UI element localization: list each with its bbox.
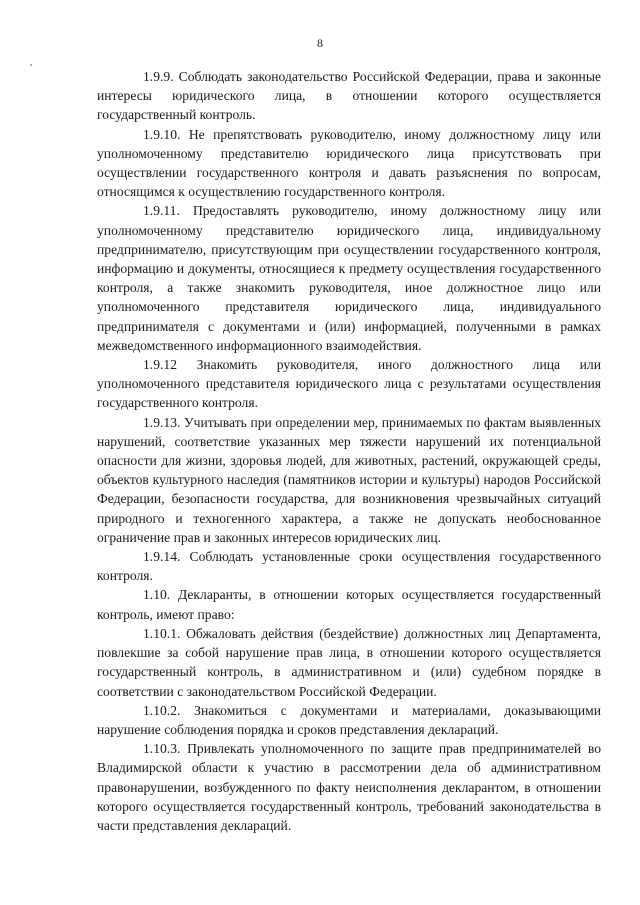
paragraph-1-9-12: 1.9.12 Знакомить руководителя, иного должностного лица или уполномоченного представителя юридического лица с результатами осуществления государственного контроля. bbox=[97, 357, 601, 411]
paragraph-1-10-3: 1.10.3. Привлекать уполномоченного по защите прав предпринимателей во Владимирской области к участию в рассмотрении дела об административном правонарушении, возбужденного по факту неисполнения декларантом, в отношении которого осуществляется государственный контроль, требований законодательства в части представления деклараций. bbox=[97, 741, 601, 833]
paragraph-1-9-10: 1.9.10. Не препятствовать руководителю, иному должностному лицу или уполномоченному представителю юридического лица присутствовать при осуществлении государственного контроля и давать разъяснения по вопросам, относящимся к осуществлению государственного контроля. bbox=[97, 126, 601, 200]
paragraph-1-10-2: 1.10.2. Знакомиться с документами и материалами, доказывающими нарушение соблюдения порядка и сроков представления деклараций. bbox=[97, 702, 601, 737]
paragraph-1-10-1: 1.10.1. Обжаловать действия (бездействие) должностных лиц Департамента, повлекшие за собой нарушение прав лица, в отношении которого осуществляется государственный контроль, в административном и (или) судебном порядке в соответствии с законодательством Российской Федерации. bbox=[97, 625, 601, 699]
paragraph-1-9-13: 1.9.13. Учитывать при определении мер, принимаемых по фактам выявленных нарушений, соответствие указанных мер тяжести нарушений их потенциальной опасности для жизни, здоровья людей, для животных, растений, окружающей среды, объектов культурного наследия (памятников истории и культуры) народов Российской Федерации, безопасности государства, для возникновения чрезвычайных ситуаций природного и техногенного характера, а также не допускать необоснованное ограничение прав и законных интересов юридических лиц. bbox=[97, 414, 601, 545]
document-body bbox=[97, 67, 601, 835]
paragraph-1-10: 1.10. Декларанты, в отношении которых осуществляется государственный контроль, имеют право: bbox=[97, 587, 601, 622]
margin-mark: , bbox=[30, 57, 33, 67]
paragraph-1-9-9: 1.9.9. Соблюдать законодательство Российской Федерации, права и законные интересы юридического лица, в отношении которого осуществляется государственный контроль. bbox=[97, 69, 601, 123]
paragraph-1-9-11: 1.9.11. Предоставлять руководителю, иному должностному лицу или уполномоченному представителю юридического лица, индивидуальному предпринимателю, присутствующим при осуществлении государственного контроля, информацию и документы, относящиеся к предмету осуществления государственного контроля, а также знакомить руководителя, иное должностное лицо или уполномоченного представителя юридического лица, индивидуального предпринимателя с документами и (или) информацией, полученными в рамках межведомственного информационного взаимодействия. bbox=[97, 203, 601, 353]
paragraph-1-9-14: 1.9.14. Соблюдать установленные сроки осуществления государственного контроля. bbox=[97, 549, 601, 584]
page-number: 8 bbox=[317, 36, 323, 50]
